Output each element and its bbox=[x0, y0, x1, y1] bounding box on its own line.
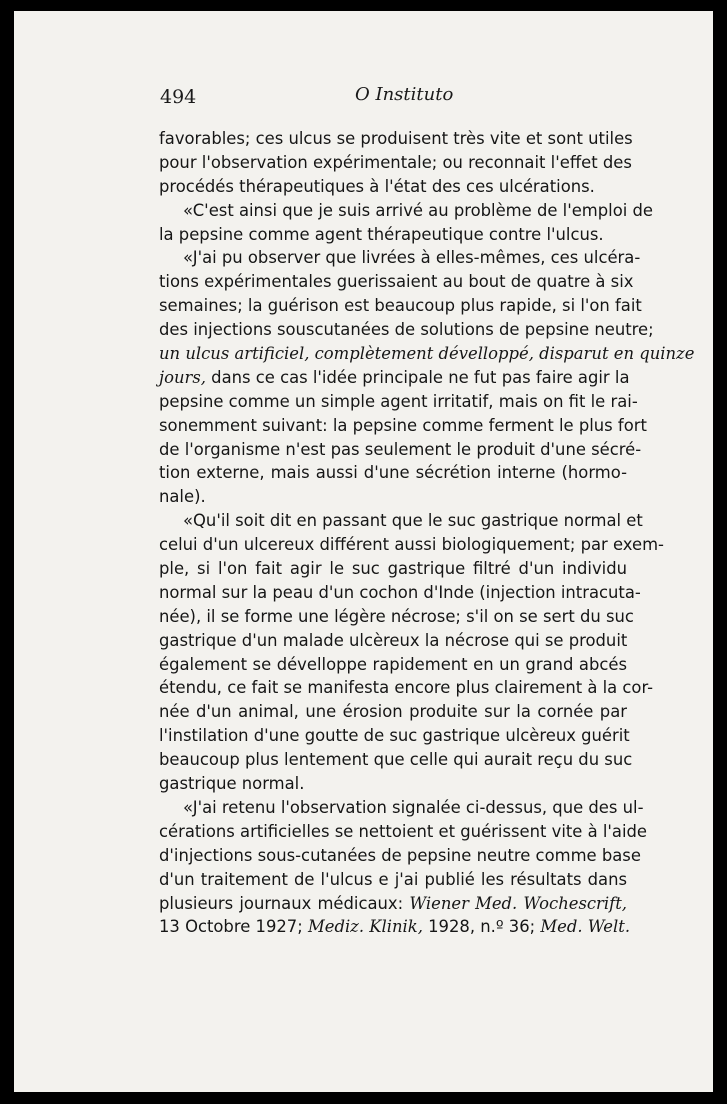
text-line: tions expérimentales guerissaient au bout de quatre à six bbox=[159, 272, 634, 292]
text-line: née d'un animal, une érosion produite sur la cornée par bbox=[159, 702, 627, 722]
text-line-italic: un ulcus artificiel, complètement dévelloppé, disparut en quinze bbox=[159, 344, 695, 364]
text-line: sonemment suivant: la pepsine comme ferment le plus fort bbox=[159, 415, 647, 435]
text-line: ple, si l'on fait agir le suc gastrique filtré d'un individu bbox=[159, 559, 627, 579]
text-line: l'instilation d'une goutte de suc gastrique ulcèreux guérit bbox=[159, 726, 630, 746]
text-line: beaucoup plus lentement que celle qui aurait reçu du suc bbox=[159, 750, 633, 770]
text-line: semaines; la guérison est beaucoup plus rapide, si l'on fait bbox=[159, 296, 642, 316]
text-line: de l'organisme n'est pas seulement le produit d'une sécré- bbox=[159, 439, 642, 459]
text-line-mixed bbox=[159, 892, 627, 916]
text-line-mixed bbox=[159, 915, 631, 939]
text-line-mixed bbox=[159, 366, 630, 390]
text-run: plusieurs journaux médicaux: bbox=[159, 893, 410, 913]
text-line: nale). bbox=[159, 487, 206, 507]
text-line: «Qu'il soit dit en passant que le suc gastrique normal et bbox=[183, 511, 643, 531]
text-line: celui d'un ulcereux différent aussi biologiquement; par exem- bbox=[159, 535, 664, 555]
text-line: d'injections sous-cutanées de pepsine neutre comme base bbox=[159, 845, 641, 865]
text-line: «C'est ainsi que je suis arrivé au problème de l'emploi de bbox=[183, 200, 653, 220]
text-line: également se dévelloppe rapidement en un grand abcés bbox=[159, 654, 627, 674]
text-line: «J'ai pu observer que livrées à elles-mêmes, ces ulcéra- bbox=[183, 248, 641, 268]
text-line: cérations artificielles se nettoient et guérissent vite à l'aide bbox=[159, 821, 648, 841]
running-title: O Instituto bbox=[355, 84, 454, 105]
italic-run: Med. Welt. bbox=[540, 917, 631, 937]
text-line: étendu, ce fait se manifesta encore plus clairement à la cor- bbox=[159, 678, 654, 698]
text-run: 1928, n.º 36; bbox=[422, 917, 541, 937]
text-line: normal sur la peau d'un cochon d'Inde (injection intracuta- bbox=[159, 582, 641, 602]
text-line: née), il se forme une légère nécrose; s'il on se sert du suc bbox=[159, 606, 634, 626]
text-line: pepsine comme un simple agent irritatif, mais on fit le rai- bbox=[159, 391, 638, 411]
page-header bbox=[160, 84, 626, 114]
italic-run: jours, bbox=[159, 367, 206, 387]
text-line: d'un traitement de l'ulcus e j'ai publié les résultats dans bbox=[159, 869, 627, 889]
text-run: 13 Octobre 1927; bbox=[159, 917, 308, 937]
body-text bbox=[159, 127, 695, 939]
page-number: 494 bbox=[160, 86, 197, 108]
italic-run: Mediz. Klinik, bbox=[307, 917, 423, 937]
text-line: procédés thérapeutiques à l'état des ces ulcérations. bbox=[159, 176, 595, 196]
text-line: «J'ai retenu l'observation signalée ci-dessus, que des ul- bbox=[183, 797, 644, 817]
text-line: pour l'observation expérimentale; ou reconnait l'effet des bbox=[159, 152, 632, 172]
text-line: gastrique normal. bbox=[159, 774, 305, 794]
text-line: des injections souscutanées de solutions de pepsine neutre; bbox=[159, 320, 654, 340]
text-run: dans ce cas l'idée principale ne fut pas faire agir la bbox=[205, 367, 630, 387]
text-line: tion externe, mais aussi d'une sécrétion interne (hormo- bbox=[159, 463, 627, 483]
text-line: la pepsine comme agent thérapeutique contre l'ulcus. bbox=[159, 224, 604, 244]
text-line: gastrique d'un malade ulcèreux la nécrose qui se produit bbox=[159, 630, 628, 650]
text-line: favorables; ces ulcus se produisent très vite et sont utiles bbox=[159, 129, 633, 148]
italic-run: Wiener Med. Wochescrift, bbox=[409, 893, 627, 913]
